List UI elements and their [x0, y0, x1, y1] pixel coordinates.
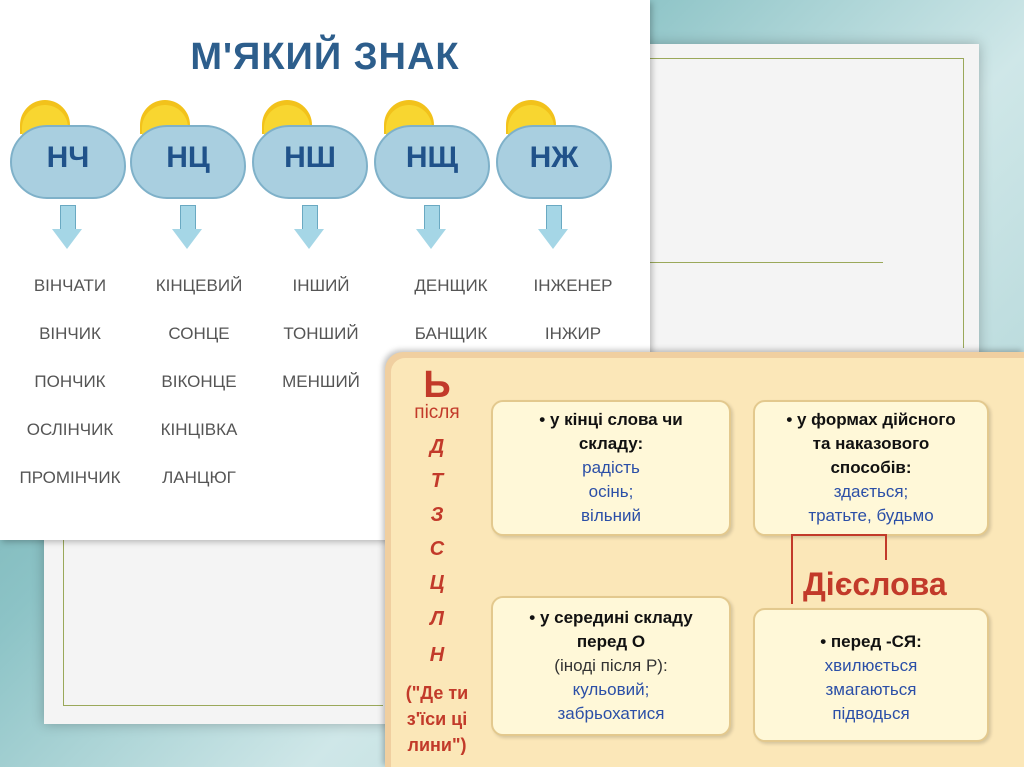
word: ДЕНЩИК — [414, 276, 488, 295]
letter: Ц — [429, 572, 445, 594]
word: ІНШИЙ — [292, 276, 350, 295]
word: ВІНЧИК — [39, 324, 101, 343]
soft-sign: Ь — [423, 364, 451, 406]
cluster-label: НЩ — [405, 141, 459, 174]
letter: Н — [429, 644, 445, 666]
word: ПОНЧИК — [34, 372, 106, 391]
word: МЕНШИЙ — [282, 372, 360, 391]
arrow-down-icon — [172, 205, 202, 251]
connector-line — [885, 534, 887, 560]
word: ВІКОНЦЕ — [161, 372, 237, 391]
decor-line — [63, 705, 383, 706]
word: ТОНШИЙ — [283, 324, 359, 343]
rule-card-verb-forms: • у формах дійсного та наказового способів: здається; тратьте, будьмо — [753, 400, 989, 536]
arrow-down-icon — [416, 205, 446, 251]
connector-line — [791, 534, 793, 604]
cluster-label: НШ — [284, 141, 336, 174]
word: КІНЦІВКА — [160, 420, 238, 439]
soft-sign-rules-panel — [385, 352, 1024, 767]
word: ОСЛІНЧИК — [26, 420, 114, 439]
letter: Д — [429, 436, 445, 458]
letter: З — [430, 504, 444, 526]
panel-title: М'ЯКИЙ ЗНАК — [190, 36, 460, 78]
decor-line — [963, 58, 964, 348]
word: БАНЩИК — [414, 324, 488, 343]
rules-background — [391, 358, 1024, 767]
letter: С — [429, 538, 445, 560]
mnemonic: ("Де ти з'їси ці лини") — [405, 683, 469, 755]
rule-card-end: • у кінці слова чи складу: радість осінь; вільний — [491, 400, 731, 536]
rule-card-middle: • у середині складу перед О (іноді після Р): кульовий; забрьохатися — [491, 596, 731, 736]
letters-column — [391, 358, 483, 758]
arrow-down-icon — [294, 205, 324, 251]
word: ІНЖЕНЕР — [533, 276, 613, 295]
word: ЛАНЦЮГ — [162, 468, 236, 487]
decor-line — [650, 262, 883, 263]
cluster-label: НЦ — [166, 141, 210, 174]
cluster-label: НЧ — [46, 141, 90, 174]
word: КІНЦЕВИЙ — [155, 276, 243, 295]
connector-line — [791, 534, 887, 536]
letter: Т — [430, 470, 444, 492]
word: ІНЖИР — [544, 324, 602, 343]
verb-label: Дієслова — [803, 566, 947, 602]
arrow-down-icon — [538, 205, 568, 251]
word: ВІНЧАТИ — [33, 276, 107, 295]
arrow-down-icon — [52, 205, 82, 251]
word: СОНЦЕ — [168, 324, 230, 343]
after-label: після — [414, 402, 460, 423]
letter: Л — [430, 608, 444, 630]
cluster-label: НЖ — [529, 141, 579, 174]
word: ПРОМІНЧИК — [19, 468, 121, 487]
rule-card-sya: • перед -СЯ: хвилюється змагаються підводься — [753, 608, 989, 742]
